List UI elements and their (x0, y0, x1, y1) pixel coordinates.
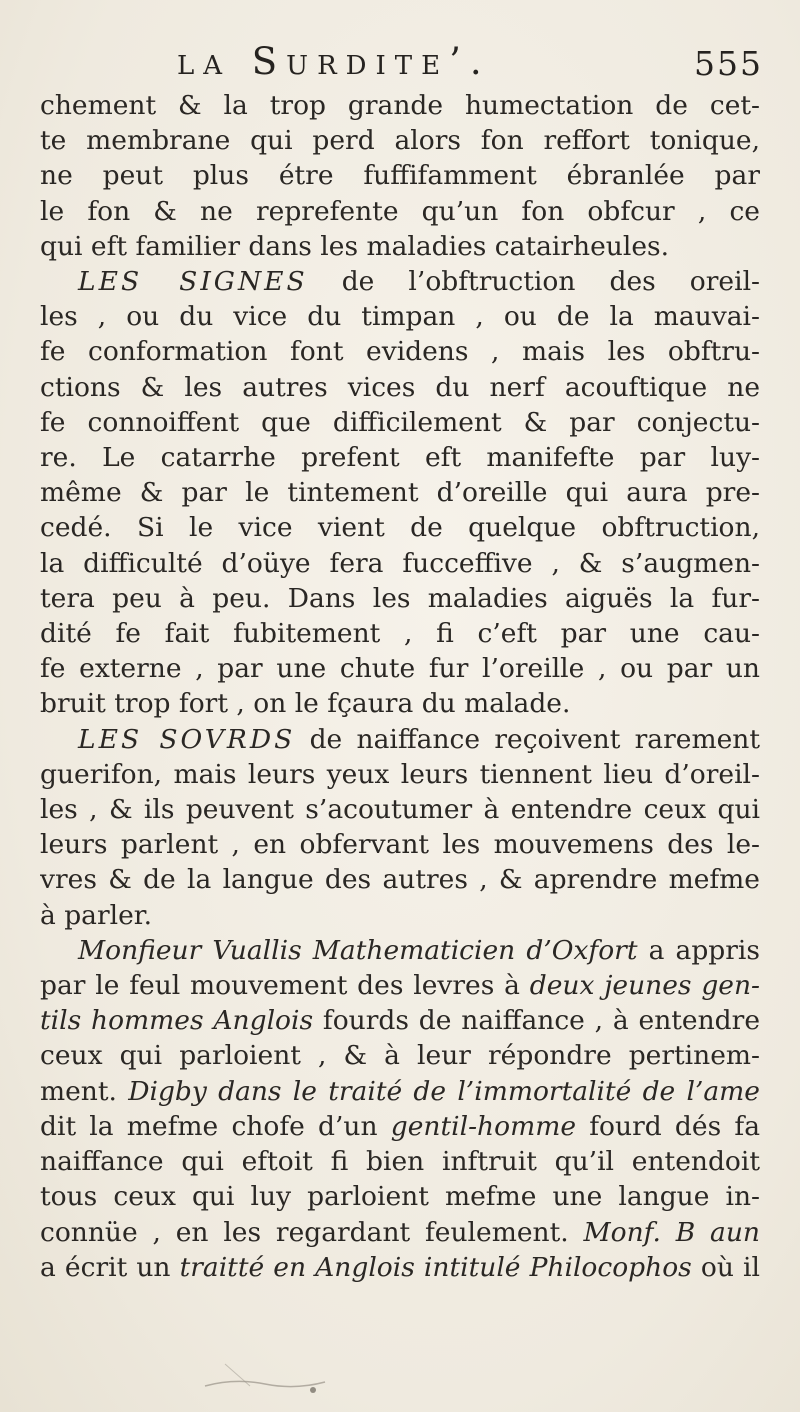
section-heading-signes: LES SIGNES (78, 266, 308, 298)
text-line: qui eft familier dans les maladies catairheules. (40, 230, 670, 262)
section-heading-sourds: LES SOVRDS (78, 723, 296, 755)
text-line: dité fe fait fubitement , fi c’eft par une cau- (40, 618, 760, 650)
text-line: fe externe , par une chute fur l’oreille , ou par un (40, 653, 760, 685)
ink-smudge (195, 1356, 335, 1396)
text-line: fe connoiffent que difficilement & par conjectu- (40, 406, 760, 438)
text-line: tera peu à peu. Dans les maladies aiguës la fur- (40, 582, 760, 614)
text-line: ne peut plus étre fuffifamment ébranlée par (40, 160, 760, 192)
text-line: guerifon, mais leurs yeux leurs tiennent lieu d’oreil- (40, 758, 760, 790)
text-line: ctions & les autres vices du nerf acouftique ne (40, 371, 760, 403)
body-text (40, 88, 760, 1285)
text-line: Monfieur Vuallis Mathematicien d’Oxfort a appris (78, 934, 760, 966)
text-line: bruit trop fort , on le fçaura du malade. (40, 688, 571, 720)
running-head: la Surdite’. (177, 40, 491, 83)
text-line: cedé. Si le vice vient de quelque obftruction, (40, 512, 760, 544)
page-number: 555 (694, 44, 763, 83)
text-line: tous ceux qui luy parloient mefme une langue in- (40, 1181, 760, 1213)
text-line: par le feul mouvement des levres à deux jeunes gen- (40, 970, 760, 1002)
text-line: fe conformation font evidens , mais les obftru- (40, 336, 760, 368)
text-line: LES SIGNES de l’obftruction des oreil- (78, 266, 760, 298)
text-line: ment. Digby dans le traité de l’immortalité de l’ame (40, 1075, 760, 1107)
text-line: vres & de la langue des autres , & aprendre mefme (40, 864, 760, 896)
text-line: les , & ils peuvent s’acoutumer à entendre ceux qui (40, 794, 760, 826)
text-line: leurs parlent , en obfervant les mouvemens des le- (40, 829, 760, 861)
text-line: chement & la trop grande humectation de cet- (40, 90, 760, 121)
text-line: tils hommes Anglois fourds de naiffance , à entendre (40, 1005, 760, 1037)
text-line: dit la mefme chofe d’un gentil-homme fourd dés fa (40, 1110, 760, 1142)
text-line: le fon & ne reprefente qu’un fon obfcur , ce (40, 195, 760, 227)
text-line: LES SOVRDS de naiffance reçoivent rarement (78, 723, 760, 755)
text-line: ceux qui parloient , & à leur répondre pertinem- (40, 1040, 760, 1072)
text-line: naiffance qui eftoit fi bien inftruit qu’il entendoit (40, 1146, 760, 1178)
text-line: les , ou du vice du timpan , ou de la mauvai- (40, 301, 760, 333)
text-line: à parler. (40, 899, 152, 931)
page-header (0, 40, 800, 90)
text-line: re. Le catarrhe prefent eft manifefte par luy- (40, 442, 760, 474)
text-line: a écrit un traitté en Anglois intitulé Philocophos où il (40, 1251, 760, 1283)
text-line: la difficulté d’oüye fera fucceffive , & s’augmen- (40, 547, 760, 579)
text-line: même & par le tintement d’oreille qui aura pre- (40, 477, 760, 509)
text-line: connüe , en les regardant feulement. Monf. B aun (40, 1216, 760, 1248)
text-line: te membrane qui perd alors fon reffort tonique, (40, 125, 760, 157)
